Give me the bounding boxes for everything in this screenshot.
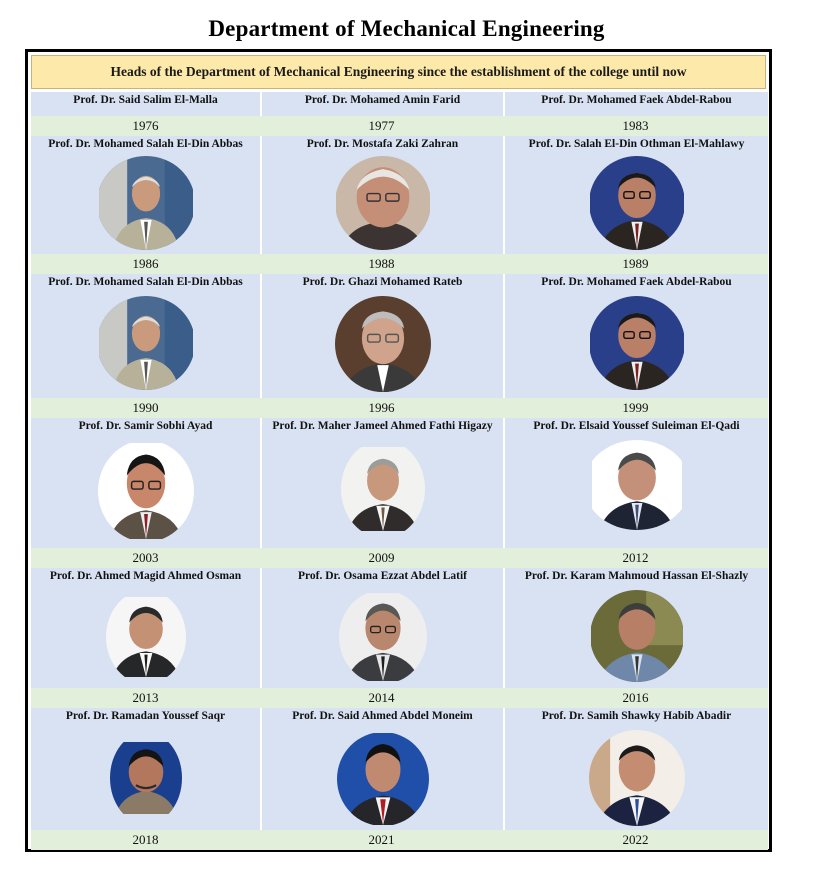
head-year: 2009 [368, 550, 395, 565]
head-cell [260, 568, 503, 688]
head-cell [503, 418, 768, 548]
table-row [31, 418, 768, 568]
head-photo [106, 590, 186, 684]
head-cell [503, 708, 768, 830]
head-name: Prof. Dr. Maher Jameel Ahmed Fathi Higazy [272, 420, 493, 432]
head-name: Prof. Dr. Mohamed Faek Abdel-Rabou [541, 94, 732, 106]
head-year: 2014 [368, 690, 395, 705]
head-photo [97, 156, 195, 250]
year-bar [31, 254, 768, 274]
year-bar [31, 830, 768, 850]
head-year: 2013 [132, 690, 159, 705]
table-row [31, 274, 768, 418]
head-year: 2022 [622, 832, 649, 847]
head-name: Prof. Dr. Osama Ezzat Abdel Latif [298, 570, 467, 582]
head-cell [260, 274, 503, 398]
head-name: Prof. Dr. Ghazi Mohamed Rateb [302, 276, 463, 288]
table-row [31, 136, 768, 274]
head-name: Prof. Dr. Ramadan Youssef Saqr [65, 710, 226, 722]
head-name: Prof. Dr. Mohamed Amin Farid [304, 94, 461, 106]
table-row [31, 708, 768, 850]
head-name: Prof. Dr. Said Ahmed Abdel Moneim [292, 710, 473, 722]
head-cell [260, 708, 503, 830]
head-year: 2012 [622, 550, 649, 565]
head-cell [31, 568, 260, 688]
head-photo [584, 440, 690, 530]
head-photo [589, 730, 685, 826]
head-cell [31, 136, 260, 254]
heads-table [25, 49, 772, 852]
year-bar [31, 398, 768, 418]
head-cell [31, 92, 260, 116]
head-name: Prof. Dr. Mohamed Salah El-Din Abbas [48, 138, 243, 150]
head-year: 1977 [368, 118, 395, 133]
head-photo [590, 590, 684, 682]
head-name: Prof. Dr. Samih Shawky Habib Abadir [541, 710, 732, 722]
head-cell [260, 418, 503, 548]
head-year: 1989 [622, 256, 649, 271]
head-name: Prof. Dr. Elsaid Youssef Suleiman El-Qadi [533, 420, 740, 432]
head-year: 1983 [622, 118, 649, 133]
head-photo [335, 156, 431, 250]
table-row [31, 568, 768, 708]
year-bar [31, 116, 768, 136]
head-photo [98, 440, 194, 542]
head-photo [589, 296, 685, 390]
head-name: Prof. Dr. Mohamed Faek Abdel-Rabou [541, 276, 732, 288]
head-year: 1988 [368, 256, 395, 271]
head-year: 2021 [368, 832, 395, 847]
head-photo [335, 296, 431, 392]
head-year: 2003 [132, 550, 159, 565]
head-year: 1990 [132, 400, 159, 415]
page-title: Department of Mechanical Engineering [208, 16, 605, 41]
head-cell [503, 568, 768, 688]
head-name: Prof. Dr. Salah El-Din Othman El-Mahlawy [528, 138, 745, 150]
heads-grid [31, 92, 768, 850]
head-cell [503, 92, 768, 116]
head-year: 1986 [132, 256, 159, 271]
head-name: Prof. Dr. Ahmed Magid Ahmed Osman [49, 570, 242, 582]
head-photo [341, 440, 425, 538]
head-year: 1996 [368, 400, 395, 415]
head-name: Prof. Dr. Mohamed Salah El-Din Abbas [48, 276, 243, 288]
head-cell [260, 136, 503, 254]
head-year: 1999 [622, 400, 649, 415]
head-photo [97, 296, 195, 390]
year-bar [31, 688, 768, 708]
head-year: 2016 [622, 690, 649, 705]
head-photo [589, 156, 685, 250]
head-cell [503, 136, 768, 254]
head-name: Prof. Dr. Said Salim El-Malla [73, 94, 218, 106]
head-name: Prof. Dr. Karam Mahmoud Hassan El-Shazly [524, 570, 749, 582]
head-cell [31, 418, 260, 548]
head-name: Prof. Dr. Samir Sobhi Ayad [78, 420, 213, 432]
head-cell [260, 92, 503, 116]
head-name: Prof. Dr. Mostafa Zaki Zahran [306, 138, 459, 150]
head-photo [110, 732, 182, 824]
head-year: 2018 [132, 832, 159, 847]
table-banner: Heads of the Department of Mechanical Engineering since the establishment of the college until now [31, 55, 766, 89]
head-photo [337, 732, 429, 826]
head-cell [31, 274, 260, 398]
year-bar [31, 548, 768, 568]
table-row [31, 92, 768, 136]
head-year: 1976 [132, 118, 159, 133]
head-photo [339, 590, 427, 684]
head-cell [503, 274, 768, 398]
head-cell [31, 708, 260, 830]
